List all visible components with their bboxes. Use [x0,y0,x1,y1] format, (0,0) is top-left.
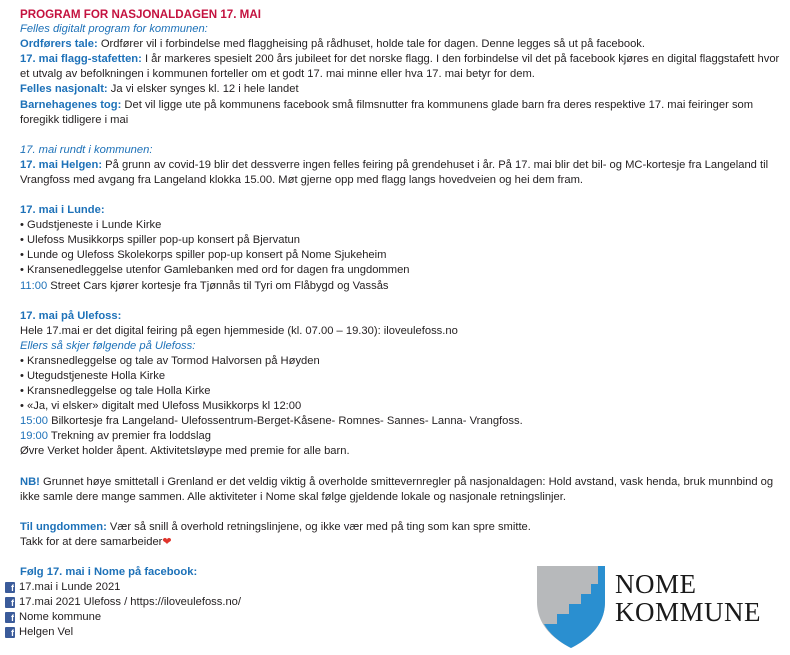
ulefoss-last: Øvre Verket holder åpent. Aktivitetsløype med premie for alle barn. [20,445,350,458]
thanks-text: Takk for at dere samarbeider [20,535,163,548]
list-item: • «Ja, vi elsker» digitalt med Ulefoss Musikkorps kl 12:00 [20,400,302,413]
list-item: • Kransenedleggelse utenfor Gamlebanken med ord for dagen fra ungdommen [20,264,410,277]
list-item: • Kransnedleggelse og tale av Tormod Halvorsen på Høyden [20,354,320,367]
logo-line-2: KOMMUNE [615,597,762,627]
page-title: PROGRAM FOR NASJONALDAGEN 17. MAI [20,8,261,21]
item-text: Ja vi elsker synges kl. 12 i hele landet [107,83,299,96]
logo-line-1: NOME [615,569,697,599]
facebook-heading: Følg 17. mai i Nome på facebook: [20,565,198,578]
list-item: • Utegudstjeneste Holla Kirke [20,369,166,382]
felles-item-nasjonalt [20,82,780,97]
logo-text [615,570,761,626]
list-item: • Kransnedleggelse og tale Holla Kirke [20,385,211,398]
helgen-item [20,158,780,188]
facebook-link-label: 17.mai 2021 Ulefoss / https://iloveulefoss.no/ [19,596,242,609]
item-label: Ordførers tale: [20,38,98,51]
lunde-heading: 17. mai i Lunde: [20,204,105,217]
rundt-heading: 17. mai rundt i kommunen: [20,143,153,156]
felles-item-ordforer [20,37,780,52]
ulefoss-heading: 17. mai på Ulefoss: [20,309,122,322]
item-text: I år markeres spesielt 200 års jubileet for det norske flagg. I den forbindelse vil det på facebook kjøres en digital flaggstafett hvor et utvalg av befolkningen i kommunen forteller om et godt 17. mai minne eller hva 17. mai betyr for dem. [20,53,780,81]
ungdom-notice [20,520,780,535]
ulefoss-intro: Hele 17.mai er det digital feiring på egen hjemmeside (kl. 07.00 – 19.30): iloveulefoss.no [20,324,458,337]
nome-kommune-logo [535,564,780,650]
facebook-icon: f [5,597,15,608]
timed-item [20,414,780,429]
list-item: • Lunde og Ulefoss Skolekorps spiller pop-up konsert på Nome Sjukeheim [20,249,387,262]
facebook-icon: f [5,612,15,623]
item-text: Street Cars kjører kortesje fra Tjønnås til Tyri om Flåbygd og Vassås [47,279,389,292]
time-label: 15:00 [20,415,48,428]
timed-item [20,429,780,444]
item-label: Barnehagenes tog: [20,98,122,111]
facebook-link-label: Helgen Vel [19,626,74,639]
thanks-line [20,535,780,550]
item-label: Felles nasjonalt: [20,83,108,96]
facebook-icon: f [5,582,15,593]
program-document [11,7,780,640]
item-text: Ordfører vil i forbindelse med flaggheising på rådhuset, holde tale for dagen. Denne legges så ut på facebook. [97,38,645,51]
nb-label: NB! [20,475,40,488]
item-text: Det vil ligge ute på kommunens facebook små filmsnutter fra kommunens glade barn fra deres respektive 17. mai feiringer som foregikk tidligere i mai [20,98,754,126]
felles-item-flaggstafett [20,52,780,82]
timed-item [20,279,780,294]
ulefoss-subheading: Ellers så skjer følgende på Ulefoss: [20,339,196,352]
nb-notice [20,475,780,505]
time-label: 19:00 [20,430,48,443]
facebook-icon: f [5,627,15,638]
ungdom-label: Til ungdommen: [20,520,107,533]
item-text: Bilkortesje fra Langeland- Ulefossentrum-Berget-Kåsene- Romnes- Sannes- Lanna- Vrangfoss. [48,415,523,428]
time-label: 11:00 [20,279,48,292]
heart-icon: ❤ [162,535,172,548]
coat-of-arms-icon [535,564,607,650]
list-item: • Ulefoss Musikkorps spiller pop-up konsert på Bjervatun [20,234,300,247]
item-text: På grunn av covid-19 blir det dessverre ingen felles feiring på grendehuset i år. På 17. mai blir det bil- og MC-kortesje fra Langeland til Vrangfoss med avgang fra Langeland klokka 15.00. Møt gjerne opp med flagg langs hovedveien og hei dem fram. [20,158,769,186]
list-item: • Gudstjeneste i Lunde Kirke [20,219,162,232]
facebook-link-label: Nome kommune [19,611,102,624]
item-label: 17. mai flagg-stafetten: [20,53,142,66]
item-text: Trekning av premier fra loddslag [48,430,211,443]
felles-heading: Felles digitalt program for kommunen: [20,23,208,36]
facebook-link-label: 17.mai i Lunde 2021 [19,581,121,593]
felles-item-barnehagetog [20,98,780,128]
nb-text: Grunnet høye smittetall i Grenland er det veldig viktig å overholde smittevernregler på nasjonaldagen: Hold avstand, vask henda, bruk munnbind og ikke samle dere mange sammen. Alle aktiviteter i Nome skal følge gjeldende lokale og nasjonale retningslinjer. [20,475,774,503]
item-label: 17. mai Helgen: [20,158,103,171]
ungdom-text: Vær så snill å overhold retningslinjene, og ikke vær med på ting som kan spre smitte. [106,520,531,533]
